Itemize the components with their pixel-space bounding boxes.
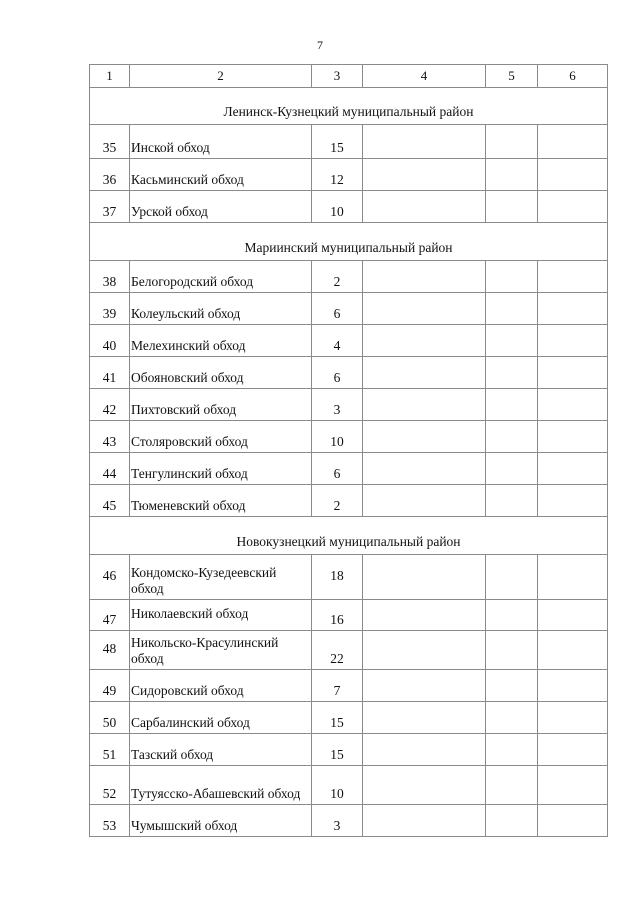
- table-row: [90, 453, 608, 485]
- row-number: 35: [90, 125, 130, 159]
- row-count: 15: [312, 734, 363, 766]
- table-row: [90, 357, 608, 389]
- row-name: Чумышский обход: [130, 805, 312, 837]
- row-number: 47: [90, 600, 130, 631]
- empty-cell: [538, 670, 608, 702]
- row-count: 7: [312, 670, 363, 702]
- row-number: 44: [90, 453, 130, 485]
- row-number: 42: [90, 389, 130, 421]
- empty-cell: [538, 453, 608, 485]
- empty-cell: [486, 261, 538, 293]
- row-number: 41: [90, 357, 130, 389]
- row-count: 10: [312, 766, 363, 805]
- row-name: Тенгулинский обход: [130, 453, 312, 485]
- row-name: Урской обход: [130, 191, 312, 223]
- row-count: 16: [312, 600, 363, 631]
- empty-cell: [363, 357, 486, 389]
- row-name: Тазский обход: [130, 734, 312, 766]
- empty-cell: [486, 453, 538, 485]
- empty-cell: [486, 293, 538, 325]
- table-row: [90, 600, 608, 631]
- header-cell-6: 6: [538, 65, 608, 88]
- empty-cell: [538, 357, 608, 389]
- row-name: Сидоровский обход: [130, 670, 312, 702]
- empty-cell: [538, 805, 608, 837]
- row-count: 6: [312, 357, 363, 389]
- empty-cell: [538, 631, 608, 670]
- table-row: [90, 325, 608, 357]
- empty-cell: [486, 600, 538, 631]
- empty-cell: [538, 261, 608, 293]
- empty-cell: [486, 631, 538, 670]
- row-count: 15: [312, 702, 363, 734]
- empty-cell: [363, 600, 486, 631]
- row-count: 6: [312, 293, 363, 325]
- header-cell-2: 2: [130, 65, 312, 88]
- empty-cell: [363, 766, 486, 805]
- row-count: 2: [312, 485, 363, 517]
- table-row: [90, 670, 608, 702]
- section-title: Мариинский муниципальный район: [90, 223, 608, 261]
- row-number: 36: [90, 159, 130, 191]
- row-name: Мелехинский обход: [130, 325, 312, 357]
- empty-cell: [538, 485, 608, 517]
- empty-cell: [363, 485, 486, 517]
- table-row: [90, 389, 608, 421]
- table-row: [90, 261, 608, 293]
- row-number: 53: [90, 805, 130, 837]
- empty-cell: [538, 125, 608, 159]
- table-row: [90, 702, 608, 734]
- row-number: 49: [90, 670, 130, 702]
- table-row: [90, 631, 608, 670]
- empty-cell: [538, 191, 608, 223]
- row-number: 37: [90, 191, 130, 223]
- row-number: 45: [90, 485, 130, 517]
- row-count: 3: [312, 389, 363, 421]
- section-title: Новокузнецкий муниципальный район: [90, 517, 608, 555]
- row-name: Кондомско-Кузедеевский обход: [130, 555, 312, 600]
- empty-cell: [363, 702, 486, 734]
- row-count: 4: [312, 325, 363, 357]
- table-row: [90, 421, 608, 453]
- row-count: 15: [312, 125, 363, 159]
- row-count: 18: [312, 555, 363, 600]
- table-row: [90, 766, 608, 805]
- header-cell-5: 5: [486, 65, 538, 88]
- row-name: Столяровский обход: [130, 421, 312, 453]
- section-title-row: [90, 517, 608, 555]
- empty-cell: [363, 555, 486, 600]
- empty-cell: [486, 734, 538, 766]
- row-name: Обояновский обход: [130, 357, 312, 389]
- empty-cell: [486, 555, 538, 600]
- empty-cell: [538, 389, 608, 421]
- empty-cell: [363, 293, 486, 325]
- table-row: [90, 555, 608, 600]
- row-count: 10: [312, 421, 363, 453]
- row-count: 2: [312, 261, 363, 293]
- empty-cell: [486, 191, 538, 223]
- row-count: 10: [312, 191, 363, 223]
- table-row: [90, 293, 608, 325]
- row-name: Никольско-Красулинский обход: [130, 631, 312, 670]
- empty-cell: [363, 453, 486, 485]
- empty-cell: [538, 159, 608, 191]
- empty-cell: [486, 125, 538, 159]
- empty-cell: [363, 631, 486, 670]
- table-row: [90, 805, 608, 837]
- empty-cell: [363, 421, 486, 453]
- empty-cell: [363, 389, 486, 421]
- row-count: 6: [312, 453, 363, 485]
- empty-cell: [363, 125, 486, 159]
- row-name: Белогородский обход: [130, 261, 312, 293]
- row-number: 43: [90, 421, 130, 453]
- section-title: Ленинск-Кузнецкий муниципальный район: [90, 88, 608, 125]
- row-name: Пихтовский обход: [130, 389, 312, 421]
- empty-cell: [538, 293, 608, 325]
- empty-cell: [538, 766, 608, 805]
- table-row: [90, 191, 608, 223]
- row-name: Николаевский обход: [130, 600, 312, 631]
- districts-table: [89, 64, 608, 837]
- empty-cell: [363, 261, 486, 293]
- empty-cell: [538, 325, 608, 357]
- table-header-row: [90, 65, 608, 88]
- row-count: 3: [312, 805, 363, 837]
- empty-cell: [538, 702, 608, 734]
- empty-cell: [363, 325, 486, 357]
- empty-cell: [486, 766, 538, 805]
- empty-cell: [486, 805, 538, 837]
- empty-cell: [486, 670, 538, 702]
- row-count: 22: [312, 631, 363, 670]
- row-number: 52: [90, 766, 130, 805]
- row-name: Касьминский обход: [130, 159, 312, 191]
- empty-cell: [538, 421, 608, 453]
- empty-cell: [363, 805, 486, 837]
- empty-cell: [486, 159, 538, 191]
- row-name: Колеульский обход: [130, 293, 312, 325]
- row-number: 40: [90, 325, 130, 357]
- row-number: 39: [90, 293, 130, 325]
- row-count: 12: [312, 159, 363, 191]
- empty-cell: [486, 389, 538, 421]
- empty-cell: [363, 159, 486, 191]
- row-name: Тутуясско-Абашевский обход: [130, 766, 312, 805]
- section-title-row: [90, 88, 608, 125]
- row-number: 50: [90, 702, 130, 734]
- empty-cell: [363, 670, 486, 702]
- row-number: 51: [90, 734, 130, 766]
- row-name: Инской обход: [130, 125, 312, 159]
- header-cell-3: 3: [312, 65, 363, 88]
- section-title-row: [90, 223, 608, 261]
- row-number: 46: [90, 555, 130, 600]
- header-cell-1: 1: [90, 65, 130, 88]
- table-row: [90, 734, 608, 766]
- table-row: [90, 159, 608, 191]
- empty-cell: [538, 734, 608, 766]
- empty-cell: [486, 485, 538, 517]
- row-name: Тюменевский обход: [130, 485, 312, 517]
- empty-cell: [486, 702, 538, 734]
- row-number: 38: [90, 261, 130, 293]
- empty-cell: [538, 555, 608, 600]
- row-number: 48: [90, 631, 130, 670]
- empty-cell: [486, 421, 538, 453]
- empty-cell: [538, 600, 608, 631]
- empty-cell: [363, 734, 486, 766]
- table-row: [90, 485, 608, 517]
- page-number: 7: [317, 38, 323, 52]
- empty-cell: [486, 325, 538, 357]
- empty-cell: [486, 357, 538, 389]
- row-name: Сарбалинский обход: [130, 702, 312, 734]
- table-row: [90, 125, 608, 159]
- header-cell-4: 4: [363, 65, 486, 88]
- empty-cell: [363, 191, 486, 223]
